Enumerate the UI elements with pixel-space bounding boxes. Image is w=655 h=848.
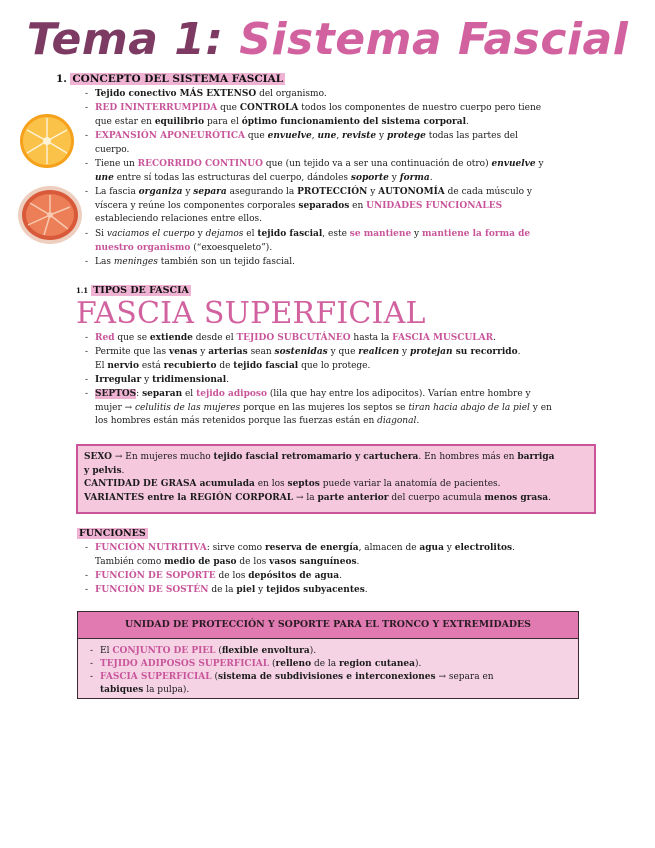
list-item: - SEPTOS: separan el tejido adiposo (lila que hay entre los adipocitos). Varían entre hombre y mujer → celulitis de las mujeres porque en las mujeres los septos se tiran hacia abajo de la piel y en los hombres están más retenidos porque las fuerzas están en diagonal. <box>85 389 552 427</box>
fascia-superficial-heading: FASCIA SUPERFICIAL <box>76 296 426 331</box>
list-item: - FUNCIÓN DE SOSTÉN de la piel y tejidos subyacentes. <box>85 585 368 595</box>
note-line: VARIANTES entre la REGIÓN CORPORAL → la parte anterior del cuerpo acumula menos grasa. <box>84 492 551 503</box>
unidad-proteccion-box <box>77 611 579 699</box>
section-heading: 1. CONCEPTO DEL SISTEMA FASCIAL <box>56 73 284 85</box>
list-item: - FUNCIÓN DE SOPORTE de los depósitos de agua. <box>85 571 342 581</box>
list-item: - RED ININTERRUMPIDA que CONTROLA todos los componentes de nuestro cuerpo pero tiene que estar en equilibrio para el óptimo funcionamiento del sistema corporal. <box>85 103 542 127</box>
page-title: Tema 1: Sistema Fascial <box>26 14 629 65</box>
list-item: - Las meninges también son un tejido fascial. <box>85 257 296 267</box>
orange-slice-icon <box>18 111 76 171</box>
box-header: UNIDAD DE PROTECCIÓN Y SOPORTE PARA EL TRONCO Y EXTREMIDADES <box>78 612 578 639</box>
funciones-heading: FUNCIONES <box>79 528 146 539</box>
list-item: - FASCIA SUPERFICIAL (sistema de subdivisiones e interconexiones → separa en tabiques la pulpa). <box>90 672 494 695</box>
sexo-note-box <box>76 444 596 514</box>
note-line: CANTIDAD DE GRASA acumulada en los septos puede variar la anatomía de pacientes. <box>84 479 501 490</box>
list-item: - Red que se extiende desde el TEJIDO SUBCUTÁNEO hasta la FASCIA MUSCULAR. <box>85 333 496 343</box>
list-item: - Tejido conectivo MÁS EXTENSO del organismo. <box>85 89 327 99</box>
list-item: - Permite que las venas y arterias sean sostenidas y que realicen y protejan su recorrido. El nervio está recubierto de tejido fascial que lo protege. <box>85 347 521 371</box>
note-line: SEXO → En mujeres mucho tejido fascial retromamario y cartuchera. En hombres más en barriga y pelvis. <box>84 452 555 476</box>
list-item: - Si vaciamos el cuerpo y dejamos el tejido fascial, este se mantiene y mantiene la forma de nuestro organismo (“exoesqueleto”). <box>85 229 531 253</box>
list-item: - Irregular y tridimensional. <box>85 375 230 385</box>
grapefruit-slice-icon <box>14 183 86 247</box>
list-item: - EXPANSIÓN APONEURÓTICA que envuelve, une, reviste y protege todas las partes del cuerpo. <box>85 131 518 155</box>
list-item: - El CONJUNTO DE PIEL (flexible envoltura). <box>90 646 317 656</box>
subsection-heading: 1.1 TIPOS DE FASCIA <box>76 285 189 296</box>
list-item: - FUNCIÓN NUTRITIVA: sirve como reserva de energía, almacen de agua y electrolitos. También como medio de paso de los vasos sanguíneos. <box>85 543 515 567</box>
list-item: - Tiene un RECORRIDO CONTINUO que (un tejido va a ser una continuación de otro) envuelve y une entre sí todas las estructuras del cuerpo, dándoles soporte y forma. <box>85 159 544 183</box>
list-item: - TEJIDO ADIPOSOS SUPERFICIAL (relleno de la region cutanea). <box>90 659 422 669</box>
list-item: - La fascia organiza y separa asegurando la PROTECCIÓN y AUTONOMÍA de cada músculo y víscera y reúne los componentes corporales separados en UNIDADES FUNCIONALES estableciendo relaciones entre ellos. <box>85 187 532 225</box>
